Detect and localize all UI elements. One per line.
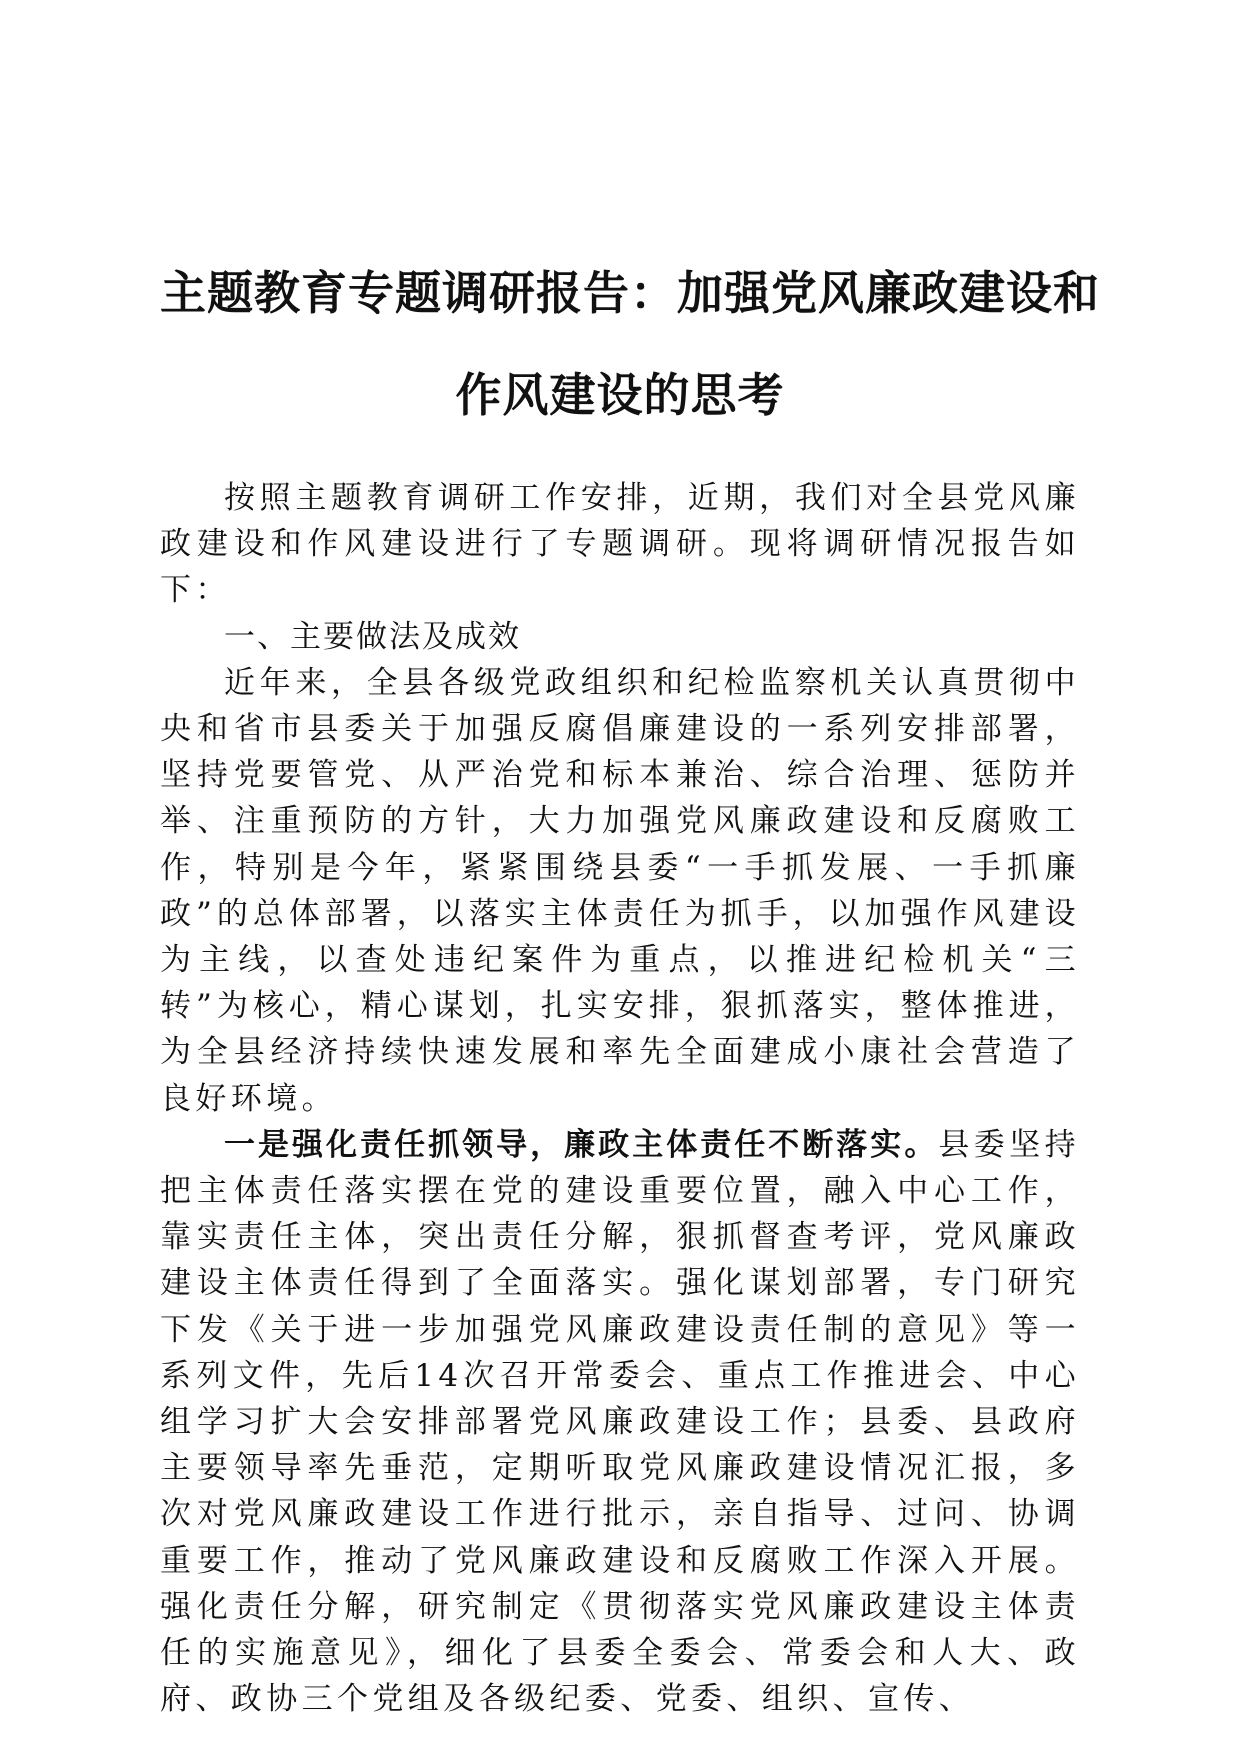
intro-paragraph: 按照主题教育调研工作安排，近期，我们对全县党风廉政建设和作风建设进行了专题调研。现将调研情况报告如下：	[160, 480, 1080, 609]
document-body	[160, 475, 1080, 1722]
paragraph-lead-sentence: 一是强化责任抓领导，廉政主体责任不断落实。	[224, 1126, 939, 1163]
document-title	[160, 242, 1100, 446]
document-page	[160, 0, 1100, 1754]
title-line-2: 作风建设的思考	[455, 368, 785, 422]
paragraph-overview: 近年来，全县各级党政组织和纪检监察机关认真贯彻中央和省市县委关于加强反腐倡廉建设的一系列安排部署，坚持党要管党、从严治党和标本兼治、综合治理、惩防并举、注重预防的方针，大力加强党风廉政建设和反腐败工作，特别是今年，紧紧围绕县委“一手抓发展、一手抓廉政”的总体部署，以落实主体责任为抓手，以加强作风建设为主线，以查处违纪案件为重点，以推进纪检机关“三转”为核心，精心谋划，扎实安排，狠抓落实，整体推进，为全县经济持续快速发展和率先全面建成小康社会营造了良好环境。	[160, 664, 1080, 1117]
title-line-1: 主题教育专题调研报告：加强党风廉政建设和	[160, 266, 1100, 320]
paragraph-responsibility	[160, 1122, 1080, 1723]
paragraph-body-text: 县委坚持把主体责任落实摆在党的建设重要位置，融入中心工作，靠实责任主体，突出责任分解，狠抓督查考评，党风廉政建设主体责任得到了全面落实。强化谋划部署，专门研究下发《关于进一步加强党风廉政建设责任制的意见》等一系列文件，先后14次召开常委会、重点工作推进会、中心组学习扩大会安排部署党风廉政建设工作；县委、县政府主要领导率先垂范，定期听取党风廉政建设情况汇报，多次对党风廉政建设工作进行批示，亲自指导、过问、协调重要工作，推动了党风廉政建设和反腐败工作深入开展。强化责任分解，研究制定《贯彻落实党风廉政建设主体责任的实施意见》，细化了县委全委会、常委会和人大、政府、政协三个党组及各级纪委、党委、组织、宣传、	[160, 1126, 1080, 1718]
section-heading: 一、主要做法及成效	[224, 618, 521, 655]
